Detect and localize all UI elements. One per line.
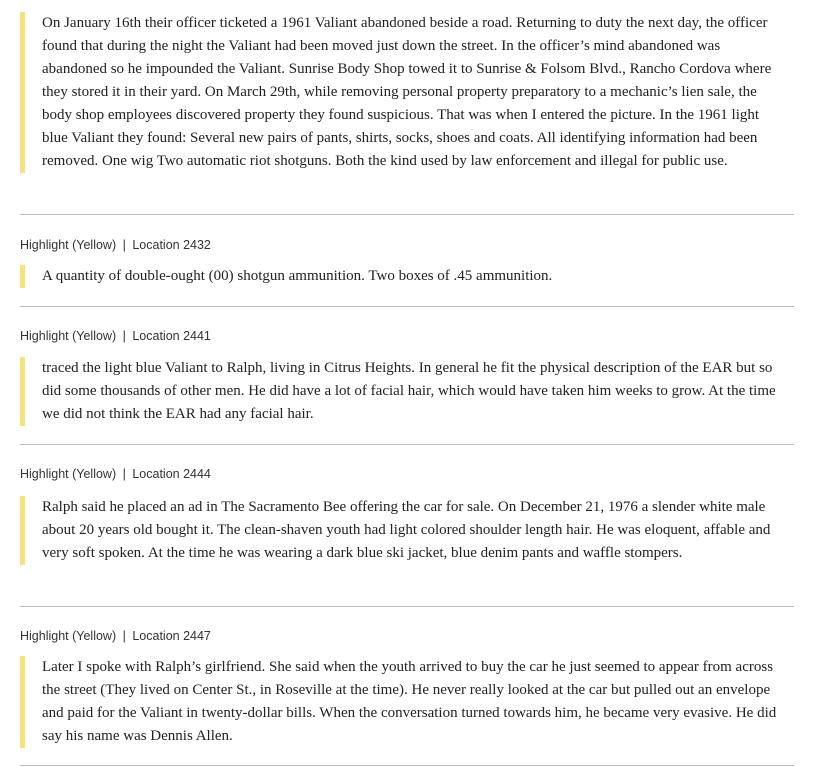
highlight-entry xyxy=(0,626,822,748)
highlight-quote xyxy=(20,265,812,288)
location-label[interactable]: Location 2432 xyxy=(132,238,211,252)
entry-divider xyxy=(20,214,794,215)
highlight-quote xyxy=(20,496,812,565)
highlight-meta xyxy=(0,464,822,484)
highlight-color-label: Highlight (Yellow) xyxy=(20,629,117,643)
highlight-meta xyxy=(0,326,822,346)
highlight-text: Later I spoke with Ralph’s girlfriend. She said when the youth arrived to buy the car he just seemed to appear from across the street (They lived on Center St., in Roseville at the time). He never really looked at the car but pulled out an envelope and paid for the Valiant in twenty-dollar bills. When the conversation turned towards him, he became very evasive. He did say his name was Dennis Allen. xyxy=(42,659,777,744)
highlight-color-label: Highlight (Yellow) xyxy=(20,329,117,343)
highlight-text: Ralph said he placed an ad in The Sacramento Bee offering the car for sale. On December 21, 1976 a slender white male about 20 years old bought it. The clean-shaven youth had light colored shoulder length hair. He was eloquent, affable and very soft spoken. At the time he was wearing a dark blue ski jacket, blue denim pants and waffle stompers. xyxy=(42,499,771,561)
yellow-highlight-bar xyxy=(20,496,25,565)
meta-separator: | xyxy=(122,238,126,252)
location-label[interactable]: Location 2447 xyxy=(132,629,211,643)
yellow-highlight-bar xyxy=(20,265,25,288)
highlight-quote xyxy=(20,656,812,748)
entry-divider xyxy=(20,444,794,445)
entry-divider xyxy=(20,306,794,307)
meta-separator: | xyxy=(122,467,126,481)
highlight-quote xyxy=(20,12,812,173)
highlight-meta xyxy=(0,626,822,646)
highlight-text: On January 16th their officer ticketed a 1961 Valiant abandoned beside a road. Returning to duty the next day, the officer found that during the night the Valiant had been moved just down the street. In the officer’s mind abandoned was abandoned so he impounded the Valiant. Sunrise Body Shop towed it to Sunrise & Folsom Blvd., Rancho Cordova where they stored it in their yard. On March 29th, while removing personal property preparatory to a mechanic’s lien sale, the body shop employees discovered property they found suspicious. That was when I entered the picture. In the 1961 light blue Valiant they found: Several new pairs of pants, shirts, socks, shoes and coats. All identifying information had been removed. One wig Two automatic riot shotguns. Both the kind used by law enforcement and illegal for public use. xyxy=(42,15,772,169)
meta-separator: | xyxy=(122,629,126,643)
location-label[interactable]: Location 2444 xyxy=(132,467,211,481)
highlight-text: A quantity of double-ought (00) shotgun ammunition. Two boxes of .45 ammunition. xyxy=(42,268,553,284)
highlight-text: traced the light blue Valiant to Ralph, living in Citrus Heights. In general he fit the physical description of the EAR but so did some thousands of other men. He did have a lot of facial hair, which would have taken him weeks to grow. At the time we did not think the EAR had any facial hair. xyxy=(42,360,776,422)
entry-divider xyxy=(20,765,794,766)
location-label[interactable]: Location 2441 xyxy=(132,329,211,343)
highlight-entry xyxy=(0,12,822,173)
highlight-entry xyxy=(0,464,822,565)
yellow-highlight-bar xyxy=(20,656,25,748)
yellow-highlight-bar xyxy=(20,12,25,173)
entry-divider xyxy=(20,606,794,607)
meta-separator: | xyxy=(122,329,126,343)
yellow-highlight-bar xyxy=(20,357,25,426)
highlight-color-label: Highlight (Yellow) xyxy=(20,467,117,481)
highlight-color-label: Highlight (Yellow) xyxy=(20,238,117,252)
highlight-quote xyxy=(20,357,812,426)
highlight-entry xyxy=(0,326,822,426)
highlight-meta xyxy=(0,235,822,255)
highlight-entry xyxy=(0,235,822,288)
